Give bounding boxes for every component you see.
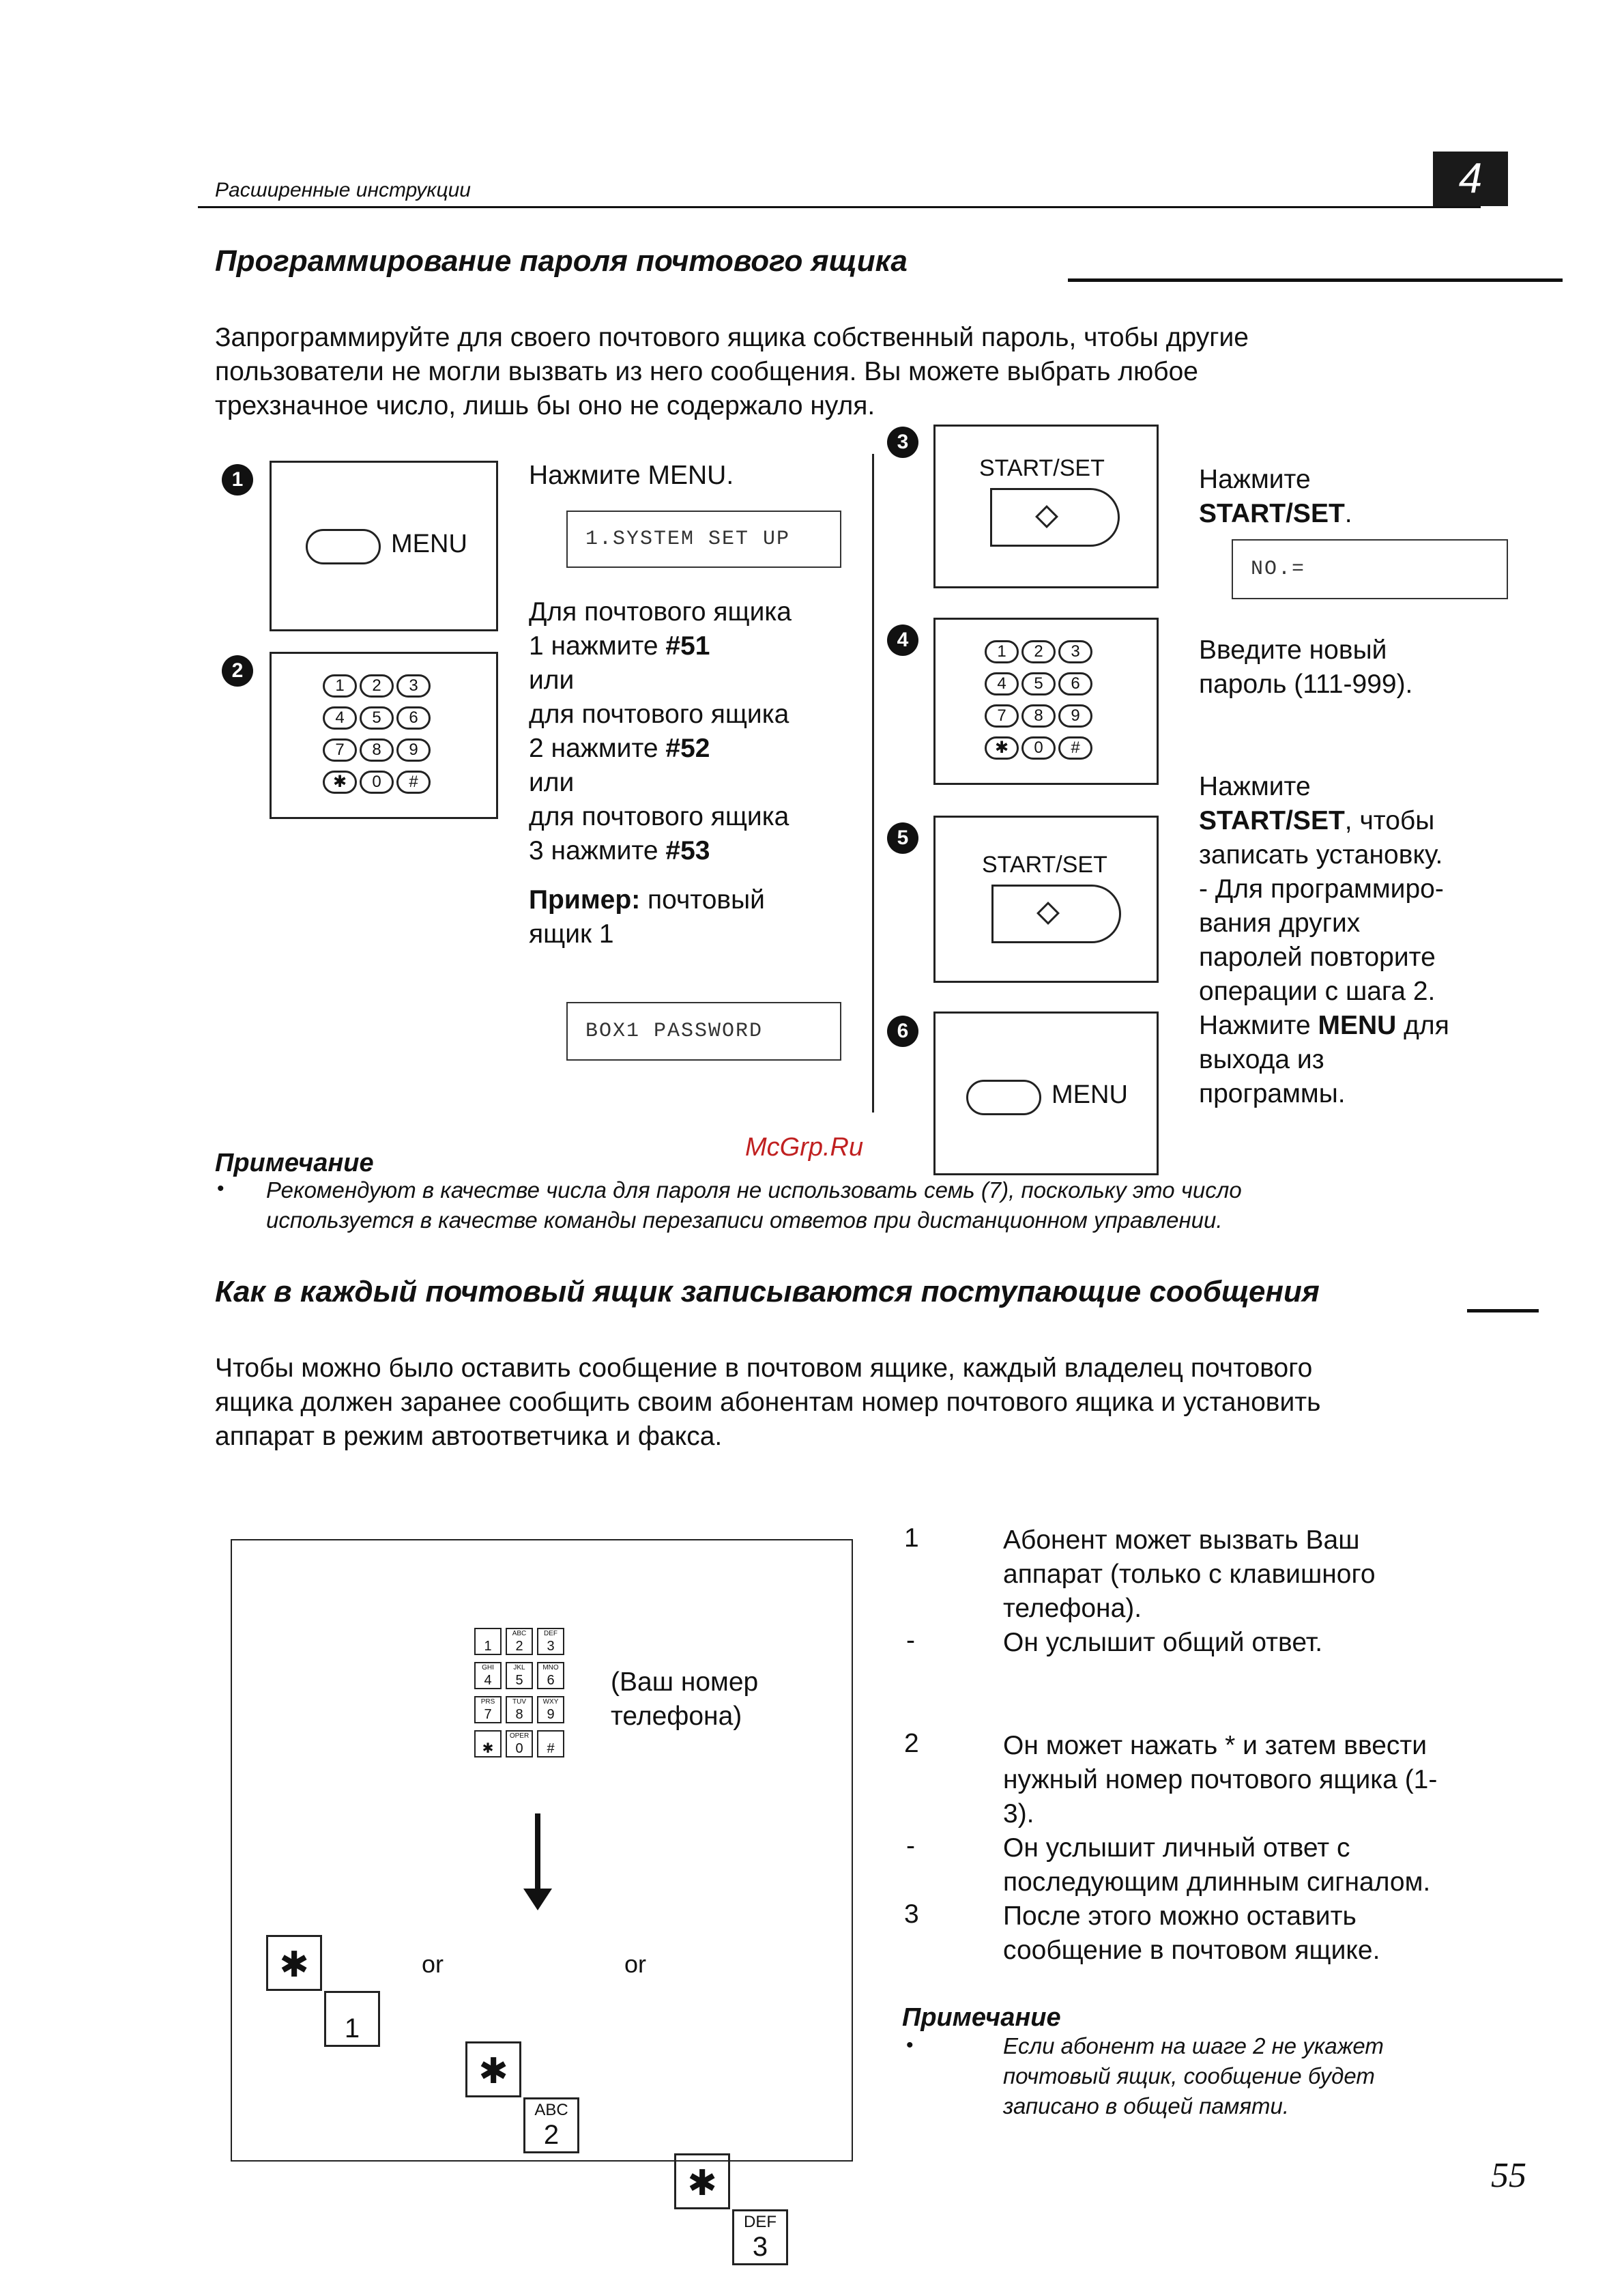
key-6: 6 xyxy=(1058,672,1092,695)
step-2-badge: 2 xyxy=(222,655,253,687)
key-3: 3 xyxy=(1058,640,1092,663)
note-bullet: • xyxy=(217,1177,224,1200)
skey-3: DEF 3 xyxy=(537,1628,564,1655)
lcd-display-box-password: BOX1 PASSWORD xyxy=(566,1002,841,1061)
step-4-panel xyxy=(933,618,1159,785)
key-5: 5 xyxy=(360,706,394,730)
dialing-figure xyxy=(231,1539,853,2262)
list-item: Он может нажать * и затем ввести нужный номер почтового ящика (1- 3). xyxy=(1003,1731,1438,1828)
list-item-num: 3 xyxy=(904,1899,919,1929)
list-item-num: - xyxy=(906,1626,915,1655)
key-0: 0 xyxy=(1021,736,1056,760)
intro-paragraph-2: Чтобы можно было оставить сообщение в почтовом ящике, каждый владелец почтового ящика должен заранее сообщить своим абонентам номер почтового ящика и установить аппарат в режим автоответчика и факса. xyxy=(215,1353,1321,1451)
step-3-badge: 3 xyxy=(887,427,918,458)
key-1: 1 xyxy=(985,640,1019,663)
or-label: or xyxy=(422,1950,444,1978)
step-6-badge: 6 xyxy=(887,1016,918,1047)
skey-4: GHI 4 xyxy=(474,1662,502,1689)
down-arrow-icon xyxy=(523,1889,552,1910)
step-1-text: Нажмите MENU. xyxy=(529,461,734,490)
start-set-label: START/SET xyxy=(979,455,1105,481)
step-3-panel xyxy=(933,425,1159,588)
step-5-badge: 5 xyxy=(887,822,918,854)
skey-8: TUV 8 xyxy=(506,1696,533,1723)
note-bullet: • xyxy=(906,2034,914,2056)
column-divider xyxy=(872,454,874,1113)
key-star: ✱ xyxy=(323,771,357,794)
keypad xyxy=(985,640,1092,769)
note-text: Рекомендуют в качестве числа для пароля не использовать семь (7), поскольку это число используется в качестве команды перезаписи ответов при дистанционном управлении. xyxy=(266,1177,1242,1233)
key-9: 9 xyxy=(1058,704,1092,728)
skey-7: PRS 7 xyxy=(474,1696,502,1723)
seq-digit-key-2: ABC 2 xyxy=(523,2097,579,2153)
step-2-text: Для почтового ящика 1 нажмите #51 или для почтового ящика 2 нажмите #52 или для почтового ящика 3 нажмите #53 Пример: почтовый ящик 1 xyxy=(529,597,792,949)
seq-digit-key-1: 1 xyxy=(324,1991,380,2047)
key-8: 8 xyxy=(1021,704,1056,728)
key-star: ✱ xyxy=(985,736,1019,760)
menu-key xyxy=(966,1080,1041,1115)
key-2: 2 xyxy=(360,674,394,698)
key-5: 5 xyxy=(1021,672,1056,695)
step-5-text: Нажмите START/SET, чтобы записать установку. - Для программиро- вания других паролей повторите операции с шага 2. Нажмите MENU для выхода из программы. xyxy=(1199,772,1449,1108)
title-rule xyxy=(1068,278,1563,282)
intro-paragraph: Запрограммируйте для своего почтового ящика собственный пароль, чтобы другие пользователи не могли вызвать из него сообщения. Вы можете выбрать любое трехзначное число, лишь бы оно не содержало нуля. xyxy=(215,323,1249,420)
code-52: #52 xyxy=(665,734,710,763)
key-7: 7 xyxy=(985,704,1019,728)
step-1-badge: 1 xyxy=(222,464,253,496)
down-arrow-shaft xyxy=(535,1813,540,1892)
key-4: 4 xyxy=(985,672,1019,695)
list-item-num: - xyxy=(906,1831,915,1861)
skey-5: JKL 5 xyxy=(506,1662,533,1689)
seq-digit-key-3: DEF 3 xyxy=(732,2209,788,2265)
key-7: 7 xyxy=(323,738,357,762)
start-set-label: START/SET xyxy=(982,852,1107,878)
phone-keypad-small xyxy=(474,1628,564,1764)
chapter-badge: 4 xyxy=(1433,152,1508,206)
header-rule xyxy=(198,206,1481,208)
skey-1: 1 xyxy=(474,1628,502,1655)
phone-caption: (Ваш номер телефона) xyxy=(611,1667,759,1731)
skey-9: WXY 9 xyxy=(537,1696,564,1723)
section-title-incoming: Как в каждый почтовый ящик записываются поступающие сообщения xyxy=(215,1275,1320,1308)
running-header: Расширенные инструкции xyxy=(215,179,471,201)
key-9: 9 xyxy=(396,738,431,762)
menu-key-label: MENU xyxy=(391,530,467,558)
section-title-password: Программирование пароля почтового ящика xyxy=(215,244,908,278)
code-53: #53 xyxy=(665,836,710,865)
keypad xyxy=(323,674,431,803)
start-set-key xyxy=(990,488,1120,547)
list-item: Абонент может вызвать Ваш аппарат (только с клавишного телефона). xyxy=(1003,1525,1376,1623)
start-icon xyxy=(1036,902,1060,925)
key-1: 1 xyxy=(323,674,357,698)
step-1-panel xyxy=(270,461,498,631)
list-item: Он услышит личный ответ с последующим длинным сигналом. xyxy=(1003,1833,1431,1897)
key-4: 4 xyxy=(323,706,357,730)
skey-hash: # xyxy=(537,1730,564,1757)
seq-star-key-1: ✱ xyxy=(266,1935,322,1991)
step-3-text: Нажмите START/SET. xyxy=(1199,465,1352,528)
key-hash: # xyxy=(1058,736,1092,760)
key-6: 6 xyxy=(396,706,431,730)
lcd-display-no: NO.= xyxy=(1232,539,1508,599)
title-rule xyxy=(1467,1309,1539,1312)
page-number: 55 xyxy=(1491,2156,1526,2195)
step-4-text: Введите новый пароль (111-999). xyxy=(1199,635,1413,699)
list-item: После этого можно оставить сообщение в почтовом ящике. xyxy=(1003,1902,1380,1965)
key-8: 8 xyxy=(360,738,394,762)
start-icon xyxy=(1035,505,1058,528)
step-4-badge: 4 xyxy=(887,625,918,656)
example-label: Пример: xyxy=(529,885,641,915)
key-0: 0 xyxy=(360,771,394,794)
skey-star: ✱ xyxy=(474,1730,502,1757)
step-6-panel xyxy=(933,1011,1159,1175)
step-5-panel xyxy=(933,816,1159,983)
skey-6: MNO 6 xyxy=(537,1662,564,1689)
note-text: Если абонент на шаге 2 не укажет почтовый ящик, сообщение будет записано в общей памяти. xyxy=(1003,2033,1384,2119)
note-title: Примечание xyxy=(215,1149,374,1177)
key-3: 3 xyxy=(396,674,431,698)
list-item-num: 1 xyxy=(904,1523,919,1553)
list-item-num: 2 xyxy=(904,1729,919,1758)
watermark: McGrp.Ru xyxy=(745,1133,864,1162)
note-title: Примечание xyxy=(902,2003,1061,2032)
code-51: #51 xyxy=(665,631,710,661)
key-hash: # xyxy=(396,771,431,794)
skey-2: ABC 2 xyxy=(506,1628,533,1655)
seq-star-key-3: ✱ xyxy=(674,2153,730,2209)
lcd-display-system-setup: 1.SYSTEM SET UP xyxy=(566,511,841,568)
or-label: or xyxy=(624,1950,647,1978)
skey-0: OPER 0 xyxy=(506,1730,533,1757)
step-2-panel xyxy=(270,652,498,819)
menu-key xyxy=(306,529,381,564)
menu-key-label: MENU xyxy=(1052,1080,1128,1109)
list-item: Он услышит общий ответ. xyxy=(1003,1628,1323,1657)
key-2: 2 xyxy=(1021,640,1056,663)
start-set-key xyxy=(991,885,1121,943)
seq-star-key-2: ✱ xyxy=(465,2041,521,2097)
